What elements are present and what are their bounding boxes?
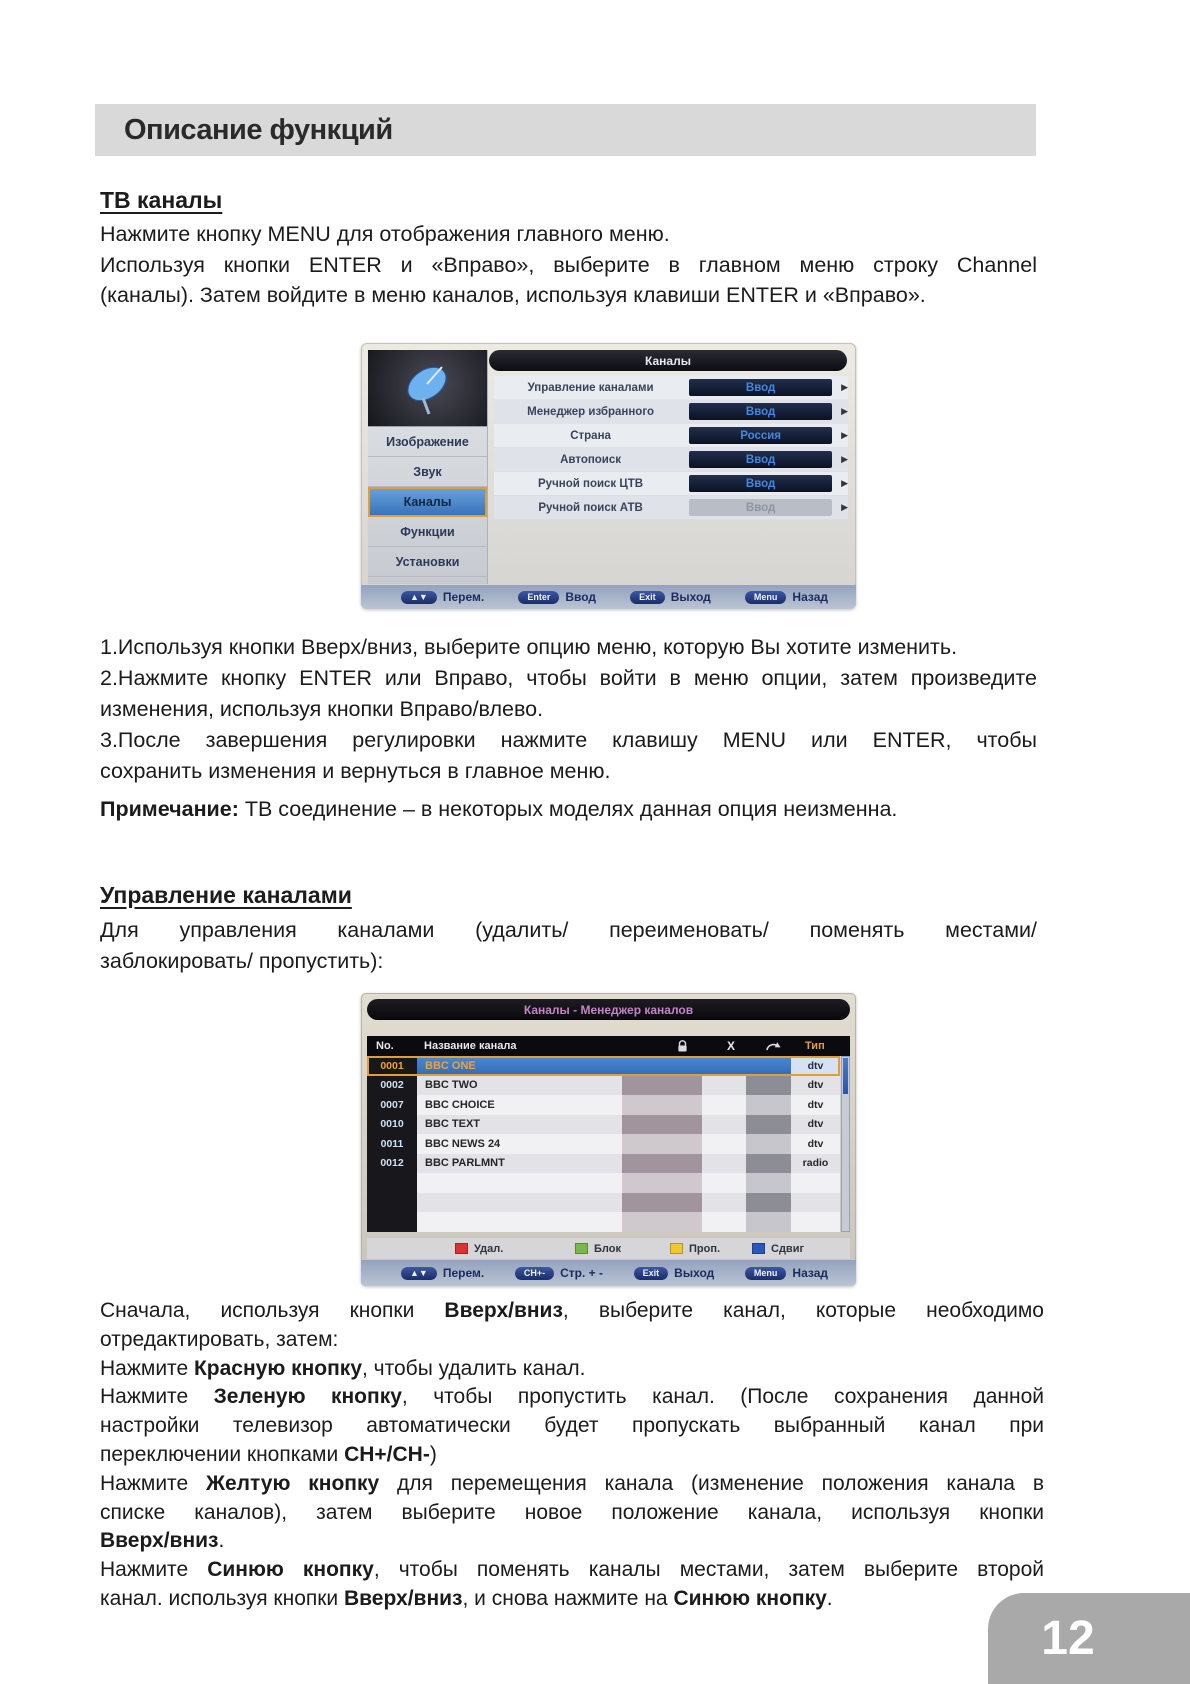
- channel-row[interactable]: [367, 1095, 840, 1115]
- text: 3.После завершения регулировки нажмите клавишу MENU или ENTER, чтобы: [100, 728, 1037, 752]
- spacer-cell: [702, 1115, 746, 1135]
- move-cell: [746, 1076, 791, 1096]
- move-cell: [746, 1154, 791, 1174]
- color-swatch: [670, 1243, 683, 1254]
- setting-label: Страна: [570, 429, 611, 442]
- legend-label: Блок: [594, 1242, 621, 1255]
- settings-row[interactable]: [494, 424, 848, 447]
- bold-text: CH+/CH-: [344, 1442, 430, 1466]
- tv-menu-tabs: [368, 427, 487, 577]
- lock-cell: [622, 1134, 702, 1154]
- page-number-box: [988, 1593, 1190, 1684]
- footer-hint: [745, 590, 828, 604]
- text: сохранить изменения и вернуться в главное меню.: [100, 759, 611, 783]
- text: изменения, используя кнопки Вправо/влево.: [100, 697, 544, 721]
- intro-paragraph: [100, 219, 1037, 311]
- text: канал. используя кнопки: [100, 1586, 344, 1610]
- text-line: [100, 756, 1037, 787]
- channel-name: BBC ONE: [425, 1059, 476, 1072]
- arrow-right-icon: ▶: [841, 454, 848, 464]
- channel-number: [367, 1212, 417, 1232]
- move-cell: [746, 1095, 791, 1115]
- text: Нажмите: [100, 1471, 206, 1495]
- spacer-cell: [702, 1134, 746, 1154]
- text-line: [100, 1556, 1044, 1585]
- text-line: [100, 280, 1037, 311]
- scrollbar[interactable]: [841, 1056, 850, 1232]
- spacer-cell: [702, 1154, 746, 1174]
- color-swatch: [575, 1243, 588, 1254]
- channel-row[interactable]: [367, 1154, 840, 1174]
- scrollbar-thumb[interactable]: [843, 1058, 848, 1094]
- spacer-cell: [702, 1212, 746, 1232]
- footer-hint: [634, 1266, 715, 1280]
- channel-name: [417, 1212, 622, 1232]
- spacer-cell: [702, 1095, 746, 1115]
- settings-row[interactable]: [494, 448, 848, 471]
- text-line: [100, 632, 1037, 663]
- column-name: Название канала: [424, 1040, 517, 1052]
- channel-name: BBC TWO: [425, 1079, 478, 1092]
- channel-list: [367, 1056, 840, 1232]
- text-line: [100, 725, 1037, 756]
- tv-menu-settings: [494, 376, 848, 520]
- key-action-label: Назад: [792, 1266, 828, 1280]
- sidebar-tab[interactable]: Звук: [368, 457, 487, 487]
- channel-type: [791, 1212, 840, 1232]
- text-line: [100, 663, 1037, 694]
- legend-item: [752, 1243, 804, 1255]
- sidebar-tab[interactable]: Функции: [368, 517, 487, 547]
- channel-number: [367, 1193, 417, 1213]
- channel-number: 0011: [367, 1134, 417, 1154]
- text: Нажмите: [100, 1558, 208, 1582]
- empty-row: [367, 1173, 840, 1193]
- satellite-dish-icon: [368, 350, 487, 427]
- lock-cell: [622, 1076, 702, 1096]
- text: переключении кнопками: [100, 1442, 345, 1466]
- column-type: Тип: [805, 1040, 825, 1052]
- text: Сначала, используя кнопки: [100, 1299, 445, 1322]
- channel-type: dtv: [791, 1056, 840, 1076]
- text: Нажмите: [100, 1356, 194, 1380]
- tv-menu-screenshot: [361, 343, 856, 609]
- setting-label: Управление каналами: [527, 381, 654, 394]
- text: Нажмите: [100, 1385, 214, 1409]
- spacer-cell: [702, 1173, 746, 1193]
- lock-cell: [622, 1154, 702, 1174]
- key-pill: CH+-: [515, 1267, 554, 1280]
- text-line: [100, 946, 1037, 977]
- sidebar-tab[interactable]: Установки: [368, 547, 487, 577]
- tv-menu-title: Каналы: [489, 350, 847, 371]
- key-action-label: Назад: [792, 590, 828, 604]
- footer-hint: [630, 590, 711, 604]
- text: , чтобы пропустить канал. (После сохранения данной: [401, 1385, 1044, 1409]
- note-label: Примечание:: [100, 797, 239, 821]
- arrow-right-icon: ▶: [841, 502, 848, 512]
- text-line: [100, 1527, 1044, 1556]
- legend-label: Удал.: [474, 1242, 504, 1255]
- text-line: [100, 1355, 1044, 1384]
- footer-hint: [518, 590, 596, 604]
- move-cell: [746, 1212, 791, 1232]
- setting-value[interactable]: Ввод: [689, 475, 832, 492]
- key-action-label: Перем.: [442, 590, 485, 604]
- text-line: [100, 1499, 1044, 1528]
- channel-type: radio: [802, 1157, 829, 1170]
- lock-cell: [622, 1095, 702, 1115]
- text: списке каналов), затем выберите новое положение канала, используя кнопки: [100, 1500, 1044, 1524]
- text-line: [100, 250, 1037, 281]
- text: заблокировать/ пропустить):: [100, 948, 384, 973]
- text: .: [826, 1586, 833, 1610]
- lock-cell: [622, 1193, 702, 1213]
- move-cell: [746, 1193, 791, 1213]
- channel-manager-title: Каналы - Менеджер каналов: [367, 999, 850, 1020]
- tv-menu-sidebar: [368, 350, 488, 584]
- channel-table-header: [367, 1036, 850, 1056]
- footer-hint: [401, 1266, 484, 1280]
- channel-type: [791, 1193, 840, 1213]
- channel-manager-screenshot: [361, 993, 856, 1286]
- text: , выберите канал, которые необходимо: [562, 1299, 1044, 1322]
- key-pill: Menu: [745, 591, 787, 604]
- footer-hint: [401, 590, 484, 604]
- channel-name: [417, 1193, 622, 1213]
- setting-value[interactable]: Ввод: [689, 499, 832, 516]
- channel-type: dtv: [807, 1118, 824, 1131]
- text-line: [100, 1441, 1044, 1470]
- key-pill: Exit: [630, 591, 665, 604]
- bold-text: Синюю кнопку: [673, 1586, 827, 1610]
- channel-number: 0010: [367, 1115, 417, 1135]
- key-action-label: Стр. + -: [560, 1266, 603, 1280]
- column-no: No.: [376, 1040, 394, 1052]
- legend-item: [670, 1243, 752, 1255]
- channel-number: 0001: [367, 1056, 417, 1076]
- spacer-cell: [702, 1076, 746, 1096]
- key-action-label: Перем.: [442, 1266, 485, 1280]
- key-pill: ▲▼: [401, 1267, 437, 1280]
- text: для перемещения канала (изменение положения канала в: [379, 1471, 1044, 1495]
- text-line: [100, 1412, 1044, 1441]
- channel-number: 0012: [367, 1154, 417, 1174]
- spacer-cell: [702, 1193, 746, 1213]
- text-line: [100, 1383, 1044, 1412]
- text: Используя кнопки ENTER и «Вправо», выберите в главном меню строку Channel: [100, 252, 1037, 277]
- settings-row[interactable]: [494, 496, 848, 519]
- lock-cell: [622, 1056, 702, 1076]
- channel-number: 0002: [367, 1076, 417, 1096]
- channel-type: dtv: [807, 1079, 824, 1092]
- color-key-legend: [367, 1238, 850, 1259]
- page-title: Описание функций: [124, 113, 393, 146]
- settings-row[interactable]: [494, 376, 848, 399]
- delete-icon: X: [727, 1039, 736, 1053]
- setting-value[interactable]: Ввод: [689, 379, 832, 396]
- settings-row[interactable]: [494, 400, 848, 423]
- lock-cell: [622, 1173, 702, 1193]
- arrow-right-icon: ▶: [841, 430, 848, 440]
- text-line: [100, 1297, 1044, 1326]
- arrow-right-icon: ▶: [841, 382, 848, 392]
- setting-value[interactable]: Ввод: [689, 403, 832, 420]
- channel-type: dtv: [807, 1137, 824, 1150]
- bold-text: Красную кнопку: [193, 1356, 362, 1380]
- setting-label: Ручной поиск ЦТВ: [538, 477, 644, 490]
- footer-hint: [515, 1266, 603, 1280]
- text-line: [100, 1326, 1044, 1355]
- channel-type: [791, 1173, 840, 1193]
- channel-row[interactable]: [367, 1076, 840, 1096]
- channel-name: BBC CHOICE: [425, 1098, 495, 1111]
- legend-item: [455, 1243, 575, 1255]
- color-swatch: [752, 1243, 765, 1254]
- arrow-right-icon: ▶: [841, 406, 848, 416]
- lock-icon: [677, 1036, 688, 1056]
- note-line: [100, 797, 1037, 822]
- key-pill: Menu: [745, 1267, 787, 1280]
- steps-paragraph: [100, 632, 1037, 787]
- channel-type: dtv: [807, 1098, 824, 1111]
- text-line: [100, 1470, 1044, 1499]
- sidebar-tab[interactable]: Изображение: [368, 427, 487, 457]
- heading-channel-management: Управление каналами: [100, 882, 352, 908]
- note-text: ТВ соединение – в некоторых моделях данная опция неизменна.: [238, 797, 898, 821]
- channel-name: BBC NEWS 24: [425, 1137, 501, 1150]
- text: 1.Используя кнопки Вверх/вниз, выберите опцию меню, которую Вы хотите изменить.: [100, 635, 958, 659]
- text-line: [100, 219, 1037, 250]
- setting-label: Менеджер избранного: [527, 405, 654, 418]
- text-line: [100, 1585, 1044, 1614]
- bold-text: Вверх/вниз: [100, 1529, 219, 1553]
- bold-text: Желтую кнопку: [206, 1471, 380, 1495]
- text: Нажмите кнопку MENU для отображения главного меню.: [100, 222, 670, 246]
- text: , и снова нажмите на: [462, 1586, 674, 1610]
- text: 2.Нажмите кнопку ENTER или Вправо, чтобы войти в меню опции, затем произведите: [100, 666, 1037, 690]
- legend-label: Сдвиг: [771, 1242, 805, 1255]
- bold-text: Вверх/вниз: [344, 1586, 463, 1610]
- channel-row[interactable]: [367, 1115, 840, 1135]
- key-action-label: Выход: [670, 590, 711, 604]
- channel-manager-footer: [361, 1260, 856, 1286]
- channel-name: BBC PARLMNT: [425, 1157, 505, 1170]
- key-pill: ▲▼: [401, 591, 437, 604]
- text: ): [429, 1442, 437, 1466]
- text: .: [218, 1529, 225, 1553]
- color-swatch: [455, 1243, 468, 1254]
- setting-value[interactable]: Ввод: [689, 451, 832, 468]
- color-buttons-instructions: [100, 1297, 1044, 1614]
- channel-number: [367, 1173, 417, 1193]
- text: , чтобы поменять каналы местами, затем выберите второй: [373, 1558, 1044, 1582]
- channel-name: [417, 1173, 622, 1193]
- bold-text: Синюю кнопку: [207, 1558, 374, 1582]
- lock-cell: [622, 1115, 702, 1135]
- text-line: [100, 694, 1037, 725]
- text: Для управления каналами (удалить/ переименовать/ поменять местами/: [100, 918, 1037, 942]
- key-action-label: Выход: [674, 1266, 715, 1280]
- lock-cell: [622, 1212, 702, 1232]
- channel-number: 0007: [367, 1095, 417, 1115]
- legend-label: Проп.: [689, 1242, 721, 1255]
- setting-value[interactable]: Россия: [689, 427, 832, 444]
- sidebar-tab[interactable]: Каналы: [368, 487, 487, 517]
- footer-hint: [745, 1266, 828, 1280]
- setting-label: Автопоиск: [560, 453, 622, 466]
- legend-item: [575, 1243, 670, 1255]
- bold-text: Зеленую кнопку: [213, 1385, 402, 1409]
- text: настройки телевизор автоматически будет пропускать выбранный канал при: [100, 1414, 1044, 1438]
- channel-row[interactable]: [367, 1134, 840, 1154]
- key-action-label: Ввод: [565, 590, 597, 604]
- key-pill: Enter: [518, 591, 559, 604]
- move-cell: [746, 1115, 791, 1135]
- page-number: 12: [1041, 1612, 1095, 1665]
- empty-row: [367, 1193, 840, 1213]
- channel-row[interactable]: [367, 1056, 840, 1076]
- swap-icon: [765, 1036, 782, 1056]
- text-line: [100, 915, 1037, 946]
- empty-row: [367, 1212, 840, 1232]
- section-header-bar: [95, 104, 1036, 156]
- channel-name: BBC TEXT: [425, 1118, 480, 1131]
- spacer-cell: [702, 1056, 746, 1076]
- settings-row[interactable]: [494, 472, 848, 495]
- move-cell: [746, 1056, 791, 1076]
- text: отредактировать, затем:: [100, 1327, 339, 1351]
- channel-management-intro: [100, 915, 1037, 976]
- arrow-right-icon: ▶: [841, 478, 848, 488]
- text: (каналы). Затем войдите в меню каналов, используя клавиши ENTER и «Вправо».: [100, 283, 926, 307]
- tv-menu-footer: [361, 585, 856, 609]
- move-cell: [746, 1173, 791, 1193]
- key-pill: Exit: [634, 1267, 669, 1280]
- text: , чтобы удалить канал.: [362, 1356, 586, 1380]
- bold-text: Вверх/вниз: [444, 1299, 563, 1322]
- setting-label: Ручной поиск АТВ: [538, 501, 643, 514]
- heading-tv-channels: ТВ каналы: [100, 187, 223, 213]
- move-cell: [746, 1134, 791, 1154]
